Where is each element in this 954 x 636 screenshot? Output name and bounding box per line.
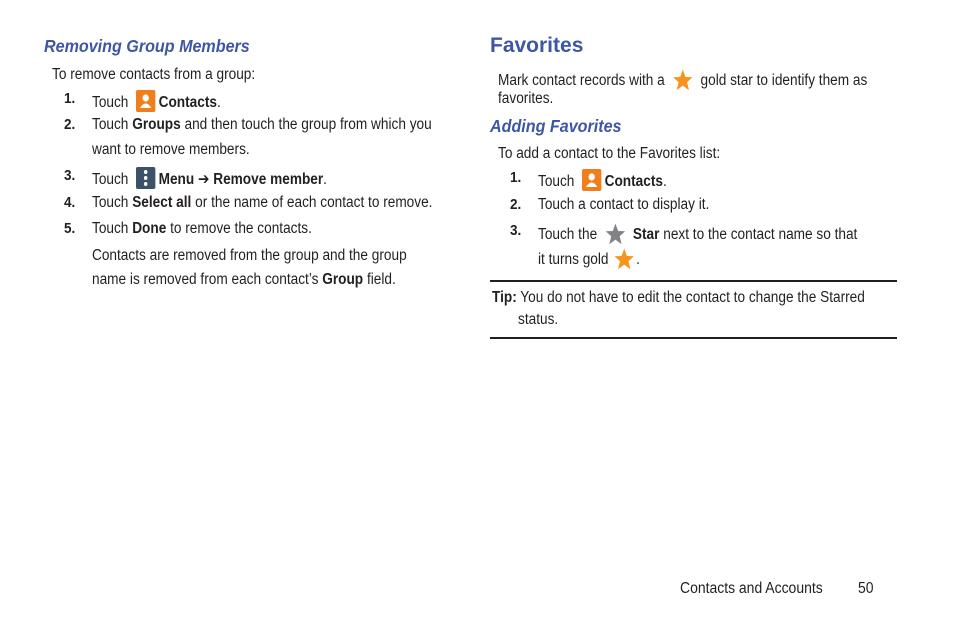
- note-text: field.: [366, 271, 396, 288]
- step-text: it turns gold: [538, 251, 609, 268]
- favorites-step-3-line2: [538, 247, 640, 271]
- removing-step-2-line2: want to remove members.: [92, 141, 250, 158]
- step-punct: .: [216, 94, 221, 111]
- tip-text-line2: status.: [518, 311, 559, 328]
- remove-member-label: Remove member: [213, 171, 324, 188]
- step-text: to remove the contacts.: [170, 220, 312, 237]
- select-all-label: Select all: [132, 194, 192, 211]
- removing-step-5: [92, 220, 312, 238]
- removing-step-4: [92, 194, 432, 212]
- arrow-glyph: ➔: [198, 171, 210, 188]
- removing-step-3: [92, 167, 327, 189]
- step-number: 3.: [510, 222, 522, 239]
- removing-step-2: [92, 116, 432, 134]
- gray-star-icon: [604, 222, 625, 246]
- step-number: 3.: [64, 167, 76, 184]
- step-text: Touch: [92, 94, 129, 111]
- step-text: next to the contact name so that: [663, 226, 858, 243]
- groups-label: Groups: [132, 116, 181, 133]
- gold-star-icon: [614, 247, 635, 271]
- contacts-label: Contacts: [158, 94, 217, 111]
- step-punct: .: [636, 251, 640, 268]
- removing-note-line1: Contacts are removed from the group and the group: [92, 247, 407, 264]
- gold-star-icon: [672, 68, 693, 92]
- menu-icon: [136, 167, 155, 189]
- step-punct: .: [662, 173, 667, 190]
- step-text: Touch: [92, 171, 129, 188]
- page-number: 50: [858, 580, 874, 597]
- tip-text: [492, 289, 865, 307]
- step-number: 1.: [510, 169, 522, 186]
- removing-step-1: [92, 90, 221, 112]
- favorites-intro-line2: favorites.: [498, 90, 554, 107]
- contacts-app-icon: [582, 169, 601, 191]
- step-number: 2.: [64, 116, 76, 133]
- step-number: 4.: [64, 194, 76, 211]
- favorites-step-2: Touch a contact to display it.: [538, 196, 710, 213]
- step-text: Touch: [92, 194, 129, 211]
- step-text: Touch: [92, 116, 129, 133]
- tip-body: You do not have to edit the contact to change the Starred: [520, 289, 865, 306]
- favorites-step-3: [538, 222, 857, 246]
- intro-text: gold star to identify them as: [700, 72, 868, 89]
- tip-bottom-rule: [490, 337, 897, 339]
- step-number: 5.: [64, 220, 76, 237]
- contacts-app-icon: [136, 90, 155, 112]
- section-heading-removing-group-members: Removing Group Members: [44, 36, 250, 56]
- intro-text: Mark contact records with a: [498, 72, 665, 89]
- tip-label: Tip:: [492, 289, 517, 306]
- menu-label: Menu: [158, 171, 195, 188]
- done-label: Done: [132, 220, 167, 237]
- group-field-label: Group: [322, 271, 364, 288]
- contacts-label: Contacts: [604, 173, 663, 190]
- removing-intro: To remove contacts from a group:: [52, 66, 256, 83]
- step-number: 2.: [510, 196, 522, 213]
- note-text: name is removed from each contact’s: [92, 271, 319, 288]
- step-number: 1.: [64, 90, 76, 107]
- favorites-step-1: [538, 169, 667, 191]
- footer-section-title: Contacts and Accounts: [680, 580, 823, 597]
- star-label: Star: [632, 226, 660, 243]
- favorites-intro: [498, 68, 867, 92]
- step-text: Touch: [92, 220, 129, 237]
- section-heading-adding-favorites: Adding Favorites: [490, 116, 622, 136]
- section-heading-favorites: Favorites: [490, 34, 584, 57]
- step-punct: .: [323, 171, 327, 188]
- step-text: Touch the: [538, 226, 598, 243]
- step-text: or the name of each contact to remove.: [195, 194, 433, 211]
- step-text: and then touch the group from which you: [184, 116, 432, 133]
- removing-note-line2: [92, 271, 396, 289]
- tip-top-rule: [490, 280, 897, 282]
- step-text: Touch: [538, 173, 575, 190]
- adding-favorites-intro: To add a contact to the Favorites list:: [498, 145, 721, 162]
